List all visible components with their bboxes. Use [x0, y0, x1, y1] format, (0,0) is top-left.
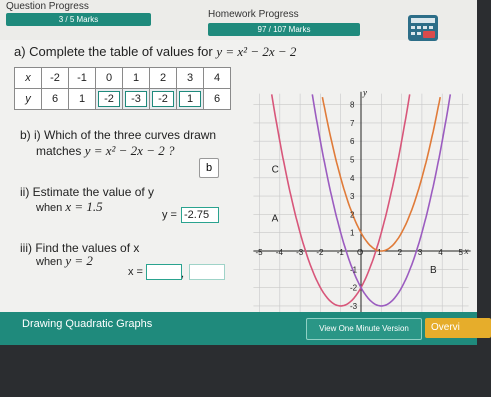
y-answer-input[interactable]: -2.75 [181, 207, 219, 223]
x-tick-label: 4 [438, 248, 443, 257]
curve-answer-box[interactable]: b [199, 158, 219, 178]
y-tick-label: 6 [350, 137, 355, 147]
y-axis-label: y [363, 87, 367, 98]
x-tick-label: O [357, 248, 364, 257]
table-cell: 1 [123, 68, 150, 89]
table-cell: 1 [69, 89, 96, 110]
part-a-prompt: a) Complete the table of values for y = x² − 2x − 2 [14, 44, 297, 59]
calculator-icon[interactable] [408, 15, 438, 41]
overview-button[interactable]: Overvi [425, 318, 491, 338]
footer-bar [0, 312, 477, 345]
table-answer-cell[interactable]: -2 [150, 89, 177, 110]
table-answer-cell[interactable]: -3 [123, 89, 150, 110]
y-tick-label: -1 [350, 265, 358, 275]
progress-header [0, 0, 477, 40]
curve-label: C [271, 164, 279, 176]
y-tick-label: 5 [350, 155, 355, 165]
x-answer-input-1[interactable] [146, 264, 185, 280]
x-tick-label: -3 [296, 248, 304, 257]
part-b-ii-line2: when x = 1.5 [36, 199, 103, 214]
table-header-x: x [15, 68, 42, 89]
x-tick-label: 2 [397, 248, 403, 257]
y-tick-label: 2 [350, 210, 355, 220]
table-header-y: y [15, 89, 42, 110]
curve-label: A [271, 213, 279, 225]
table-cell: 2 [150, 68, 177, 89]
table-cell: 6 [42, 89, 69, 110]
y-tick-label: -3 [350, 301, 358, 311]
curve-label: B [430, 264, 437, 276]
x-tick-label: -4 [275, 248, 283, 257]
table-row-x [15, 68, 231, 89]
x-separator: , [181, 268, 185, 280]
x-tick-label: 1 [377, 248, 382, 257]
x-axis-label: x [464, 246, 469, 256]
part-b-i-line2: matches y = x² − 2x − 2 ? [36, 143, 175, 158]
x-equals-label: x = [128, 266, 143, 278]
x-tick-label: -2 [316, 248, 324, 257]
x-answer-input-2[interactable] [189, 264, 225, 280]
part-b-ii-line1: ii) Estimate the value of y [20, 185, 155, 199]
y-tick-label: -2 [350, 283, 358, 293]
part-b-i-line1: b) i) Which of the three curves drawn [20, 128, 217, 142]
question-progress-label: Question Progress [6, 1, 89, 12]
x-tick-label: 5 [458, 248, 463, 257]
y-equals-label: y = [162, 209, 177, 221]
values-table [14, 67, 231, 110]
table-cell: -2 [42, 68, 69, 89]
view-one-minute-button[interactable]: View One Minute Version [306, 318, 422, 340]
curves-graph [252, 60, 470, 311]
table-cell: 6 [204, 89, 231, 110]
table-answer-cell[interactable]: -2 [96, 89, 123, 110]
x-tick-label: -1 [336, 248, 344, 257]
lesson-title: Drawing Quadratic Graphs [22, 318, 153, 330]
y-tick-label: 4 [350, 173, 355, 183]
table-cell: -1 [69, 68, 96, 89]
y-tick-label: 8 [350, 100, 355, 110]
y-tick-label: 3 [350, 192, 355, 202]
table-cell: 3 [177, 68, 204, 89]
part-b-iii-line2: when y = 2 [36, 253, 93, 268]
part-b-iii-line1: iii) Find the values of x [20, 241, 140, 255]
y-tick-label: 1 [350, 228, 355, 238]
y-tick-label: 7 [350, 118, 355, 128]
table-cell: 4 [204, 68, 231, 89]
table-row-y [15, 89, 231, 110]
homework-progress-label: Homework Progress [208, 9, 299, 20]
table-cell: 0 [96, 68, 123, 89]
table-answer-cell[interactable]: 1 [177, 89, 204, 110]
x-tick-label: -5 [255, 248, 263, 257]
x-tick-label: 3 [417, 248, 423, 257]
question-progress-bar: 3 / 5 Marks [6, 13, 151, 26]
homework-progress-bar: 97 / 107 Marks [208, 23, 360, 36]
